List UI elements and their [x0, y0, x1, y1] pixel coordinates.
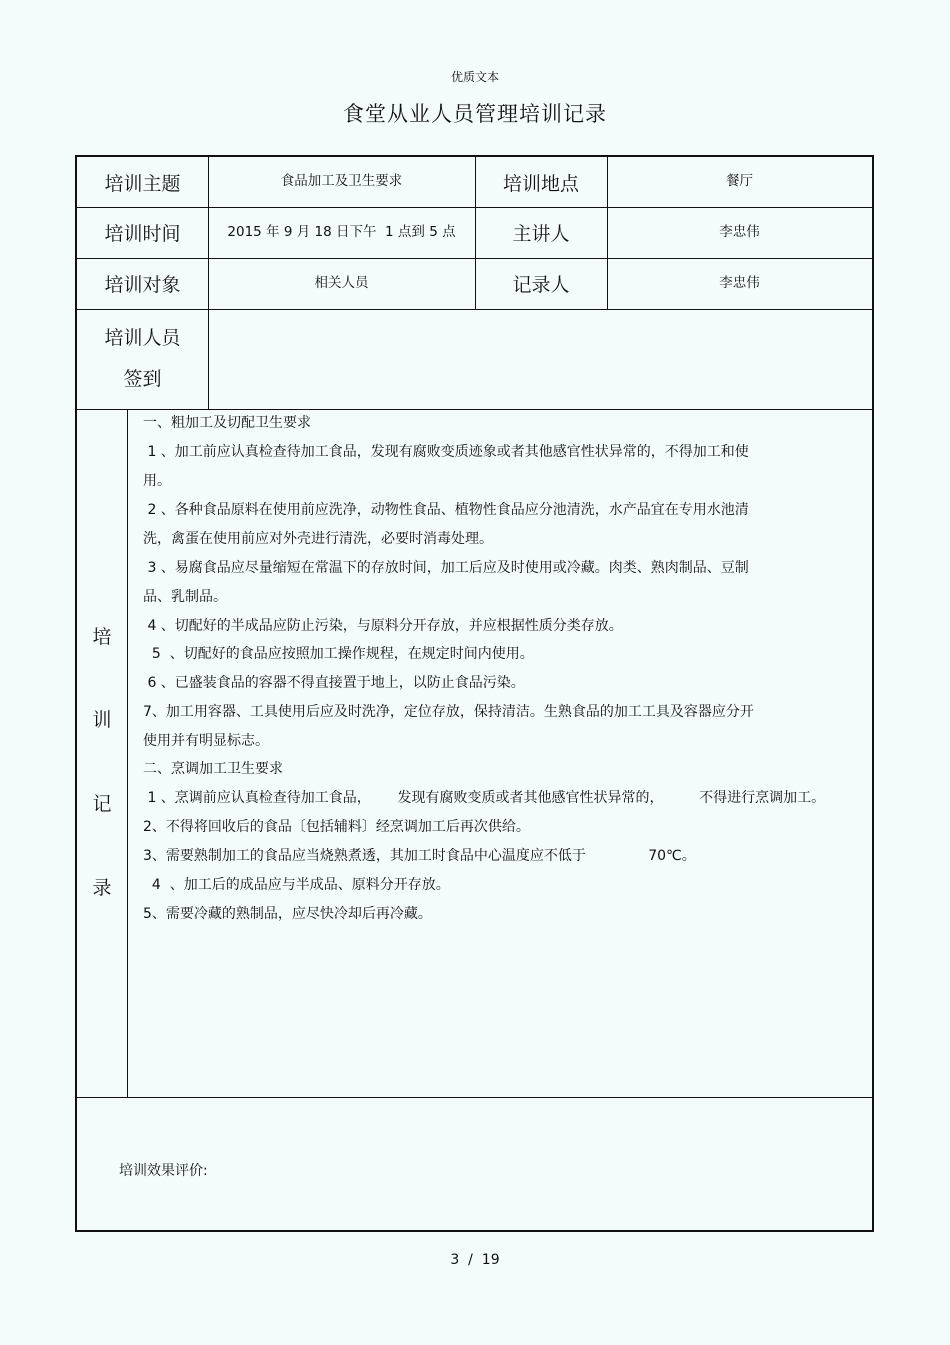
- evaluation-label: 培训效果评价:: [119, 1163, 208, 1179]
- row-divider: [77, 1097, 872, 1098]
- topic-label: 培训主题: [104, 172, 181, 195]
- audience-label: 培训对象: [104, 274, 181, 296]
- record-line: 3 、易腐食品应尽量缩短在常温下的存放时间，加工后应及时使用或冷藏。肉类、熟肉制品、豆制: [143, 560, 749, 576]
- record-line: 二、烹调加工卫生要求: [143, 761, 283, 777]
- record-line: 一、粗加工及切配卫生要求: [143, 415, 311, 431]
- record-label-char: 录: [92, 877, 112, 899]
- header-note: 优质文本: [450, 70, 499, 84]
- page-number: 3 / 19: [450, 1252, 500, 1268]
- time-value: 2015 年 9 月 18 日下午 1 点到 5 点: [227, 223, 456, 240]
- recorder-label: 记录人: [512, 274, 570, 296]
- record-line: 4 、切配好的半成品应防止污染，与原料分开存放，并应根据性质分类存放。: [143, 618, 623, 634]
- record-line: 品、乳制品。: [143, 589, 227, 605]
- record-line: 4 、加工后的成品应与半成品、原料分开存放。: [143, 877, 450, 893]
- recorder-value: 李忠伟: [719, 274, 760, 291]
- record-line: 用。: [143, 473, 171, 489]
- record-line: 7、加工用容器、工具使用后应及时洗净，定位存放，保持清洁。生熟食品的加工工具及容器应分开: [143, 704, 754, 720]
- record-label-char: 记: [92, 793, 112, 815]
- record-line: 5 、切配好的食品应按照加工操作规程，在规定时间内使用。: [143, 646, 534, 662]
- topic-value: 食品加工及卫生要求: [280, 173, 403, 189]
- record-line: 5、需要冷藏的熟制品，应尽快冷却后再冷藏。: [143, 906, 432, 922]
- speaker-label: 主讲人: [512, 223, 570, 245]
- record-line: 1 、烹调前应认真检查待加工食品， 发现有腐败变质或者其他感官性状异常的， 不得进行烹调加工。: [143, 790, 826, 806]
- audience-value: 相关人员: [314, 274, 369, 291]
- speaker-value: 李忠伟: [719, 223, 760, 240]
- row-divider: [77, 409, 872, 410]
- record-line: 使用并有明显标志。: [143, 733, 269, 749]
- time-label: 培训时间: [104, 223, 181, 245]
- record-label-char: 培: [92, 626, 112, 648]
- record-label-char: 训: [92, 709, 112, 731]
- record-line: 洗，禽蛋在使用前应对外壳进行清洗，必要时消毒处理。: [143, 531, 493, 547]
- training-record-form: [75, 155, 874, 1232]
- document-title: 食堂从业人员管理培训记录: [343, 102, 607, 126]
- record-line: 6 、已盛装食品的容器不得直接置于地上，以防止食品污染。: [143, 675, 525, 691]
- sign-in-label: [77, 309, 208, 409]
- location-value: 餐厅: [726, 173, 753, 189]
- record-line: 3、需要熟制加工的食品应当烧熟煮透，其加工时食品中心温度应不低于 70℃。: [143, 848, 696, 864]
- column-divider: [127, 409, 128, 1097]
- sign-in-label-line2: 签到: [123, 368, 162, 390]
- location-label: 培训地点: [502, 172, 579, 195]
- record-line: 1 、加工前应认真检查待加工食品，发现有腐败变质迹象或者其他感官性状异常的，不得加工和使: [143, 444, 749, 460]
- record-line: 2 、各种食品原料在使用前应洗净，动物性食品、植物性食品应分池清洗，水产品宜在专用水池清: [143, 502, 749, 518]
- sign-in-area: [208, 309, 872, 409]
- sign-in-label-line1: 培训人员: [104, 327, 181, 349]
- record-line: 2、不得将回收后的食品〔包括辅料〕经烹调加工后再次供给。: [143, 819, 530, 835]
